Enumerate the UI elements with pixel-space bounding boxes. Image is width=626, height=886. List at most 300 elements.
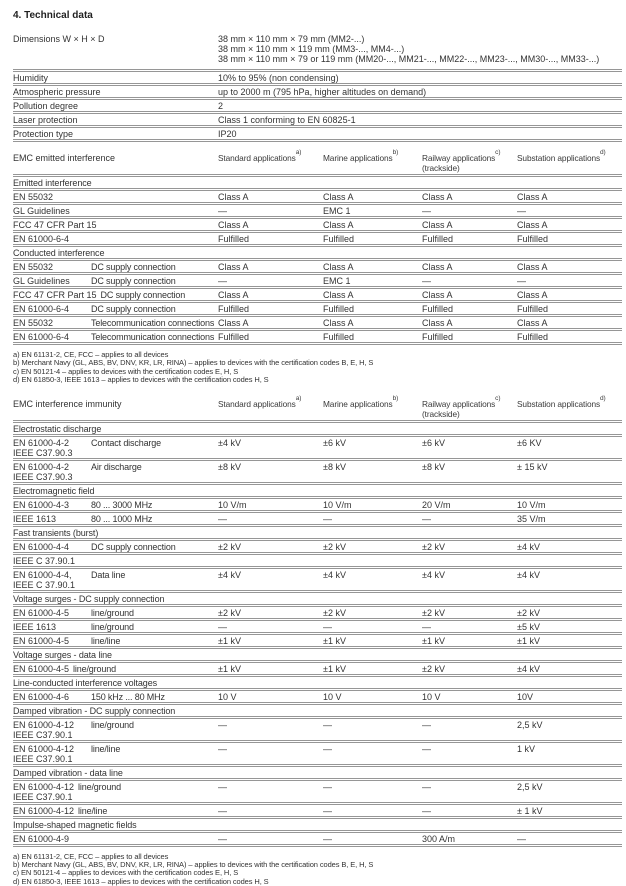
row-value: Class A [218,318,249,328]
row-value: ±2 kV [218,541,241,552]
row-value: ±1 kV [323,663,346,674]
row-sublabel: Telecommunication connections [91,332,215,342]
row-sublabel: DC supply connection [91,541,176,552]
row-label-line: EN 61000-4-12 [13,719,75,730]
row-label-cell [13,608,218,618]
row-label: EN 55032 [13,192,54,202]
table-row [13,513,622,527]
row-label-cell [13,332,218,342]
row-label: EN 61000-4-12 [13,805,75,816]
row-sublabel: line/ground [78,781,121,792]
row-value: 10 V/m [323,499,352,510]
row-label: EN 61000-4-9 [13,833,70,844]
value-line: 38 mm × 110 mm × 79 or 119 mm (MM20-..., MM21-..., MM22-..., MM23-..., MM30-..., MM33-...) [218,54,600,64]
footnote-line: b) Merchant Navy (GL, ABS, BV, DNV, KR, LR, RINA) – applies to devices with the certification codes B, E, H, S [13,358,374,368]
section-row [13,593,622,607]
row-value: ±8 kV [422,461,445,472]
row-value: 2,5 kV [517,781,543,792]
row-value: ±4 kV [517,569,540,580]
footnote-line: a) EN 61131-2, CE, FCC – applies to all devices [13,851,169,861]
table-row [13,205,622,219]
row-value: Class A [218,262,249,272]
row-value: Fulfilled [218,332,250,342]
page-title: 4. Technical data [13,10,93,21]
row-value: — [218,513,227,524]
row-value: ±5 kV [517,621,540,632]
row-value: — [323,513,332,524]
column-header-label: Substation applications [517,153,601,163]
table-row [13,607,622,621]
row-value: — [218,719,227,730]
footnote-ref: c) [495,149,501,157]
row-sublabel: Telecommunication connections [91,318,215,328]
row-label: EN 55032 [13,262,54,272]
column-header [422,394,517,419]
row-value: Class A [422,262,453,272]
row-label-line2: IEEE C 37.90.1 [13,579,76,590]
row-label [13,782,74,802]
row-label-line: EN 61000-4-2 [13,437,70,448]
row-value: Class A [517,220,548,230]
row-label: Pollution degree [13,101,79,111]
row-label: GL Guidelines [13,276,70,286]
row-label-line: EN 61000-4-4, [13,569,72,580]
row-value: ±8 kV [323,461,346,472]
section-title: Voltage surges - DC supply connection [13,593,165,604]
row-value: Class A [323,262,354,272]
row-label-cell [13,129,218,139]
row-value: 1 kV [517,743,536,754]
table-row [13,317,622,331]
row-label: IEEE 1613 [13,513,57,524]
row-value: — [218,781,227,792]
table-title: EMC interference immunity [13,398,122,409]
value-line: 2 [218,101,224,111]
footnote-line: a) EN 61131-2, CE, FCC – applies to all devices [13,350,169,359]
row-sublabel: line/line [91,635,121,646]
row-label: EN 61000-4-6 [13,691,70,702]
footnote-ref: a) [295,149,302,157]
section-row [13,177,622,191]
row-label-line2: IEEE C37.90.3 [13,471,73,482]
table-row [13,663,622,677]
row-value: 10 V [323,691,342,702]
section-title: Voltage surges - data line [13,649,112,660]
row-value: — [422,513,431,524]
row-label-cell [13,290,218,300]
value-line: 38 mm × 110 mm × 79 mm (MM2-...) [218,34,365,44]
row-value: Fulfilled [422,234,454,244]
row-value: — [323,805,332,816]
row-sublabel: DC supply connection [91,276,176,286]
row-sublabel: line/line [78,805,108,816]
row-value-cell [218,34,622,64]
row-label-cell [13,438,218,458]
footnotes-block [13,351,622,385]
row-value-cell [218,101,622,111]
row-label-cell [13,664,218,674]
row-label-line2: IEEE C37.90.3 [13,447,73,458]
row-value: Class A [218,290,249,300]
row-label: EN 61000-6-4 [13,304,70,314]
row-value: ±6 kV [422,437,445,448]
row-value: ±2 kV [517,607,540,618]
section-title: Impulse-shaped magnetic fields [13,819,137,830]
row-value: ± 15 kV [517,461,548,472]
table-row [13,114,622,128]
row-value: ± 1 kV [517,805,543,816]
row-value: Class A [517,262,548,272]
row-value: — [422,206,431,216]
row-value: ±2 kV [422,607,445,618]
row-label: FCC 47 CFR Part 15 [13,290,97,300]
column-header-note: (trackside) [422,408,460,419]
table-row [13,275,622,289]
row-sublabel: line/ground [91,719,134,730]
row-value: Class A [422,318,453,328]
column-header-label: Marine applications [323,153,393,163]
row-value: Fulfilled [323,304,355,314]
column-header-label: Marine applications [323,398,393,409]
row-value: ±2 kV [323,541,346,552]
row-label: FCC 47 CFR Part 15 [13,220,97,230]
table-row [13,437,622,461]
row-label-cell [13,318,218,328]
row-label-cell [13,782,218,802]
row-value: Class A [517,318,548,328]
row-value: Fulfilled [517,234,549,244]
column-header [517,394,622,409]
row-label-line: EN 61000-4-12 [13,781,75,792]
row-label-cell [13,692,218,702]
row-value: ±4 kV [218,437,241,448]
row-sublabel: line/ground [73,663,116,674]
row-label: GL Guidelines [13,206,70,216]
section-row [13,677,622,691]
row-label: EN 61000-4-5 [13,635,70,646]
table-row [13,233,622,247]
table-row [13,303,622,317]
footnote-line: d) EN 61850-3, IEEE 1613 – applies to devices with the certification codes H, S [13,876,269,886]
column-header [422,149,517,173]
row-value: Fulfilled [517,332,549,342]
row-label-cell [13,262,218,272]
table-title: EMC emitted interference [13,153,116,163]
row-value: 2,5 kV [517,719,543,730]
footnote-ref: b) [392,149,399,157]
row-value: ±6 KV [517,437,542,448]
table-row [13,100,622,114]
row-label-cell [13,834,218,844]
row-value: Class A [218,220,249,230]
table-row [13,805,622,819]
row-label-cell [13,304,218,314]
row-value: ±2 kV [323,607,346,618]
row-sublabel: Air discharge [91,461,142,472]
section-row [13,423,622,437]
row-label-cell [13,234,218,244]
table-row [13,72,622,86]
value-line: up to 2000 m (795 hPa, higher altitudes on demand) [218,87,427,97]
row-value: — [323,833,332,844]
row-value: Class A [323,318,354,328]
table-row [13,621,622,635]
row-value: Class A [218,192,249,202]
row-value: — [517,833,526,844]
value-line: IP20 [218,129,237,139]
row-value: — [517,276,526,286]
section-title: Emitted interference [13,178,92,188]
table-header-row [13,151,622,177]
footnotes-block [13,853,622,886]
row-value: ±4 kV [218,569,241,580]
footnote-line: c) EN 50121-4 – applies to devices with the certification codes E, H, S [13,868,239,878]
row-label-cell [13,556,218,566]
value-line: 38 mm × 110 mm × 119 mm (MM3-..., MM4-...) [218,44,405,54]
row-label-line: EN 61000-4-2 [13,461,70,472]
footnote-ref: d) [600,394,606,402]
row-value: — [422,719,431,730]
row-value: 300 A/m [422,833,456,844]
row-label: IEEE C 37.90.1 [13,555,76,566]
row-value: Fulfilled [517,304,549,314]
table-row [13,191,622,205]
row-value: — [218,743,227,754]
row-value: Fulfilled [218,234,250,244]
table-row [13,289,622,303]
row-label: Humidity [13,73,49,83]
table-row [13,719,622,743]
row-value: ±2 kV [422,541,445,552]
section-title: Electrostatic discharge [13,423,102,434]
row-label: EN 61000-6-4 [13,234,70,244]
column-header-note: (trackside) [422,163,460,173]
row-label-cell [13,462,218,482]
row-label: EN 61000-4-5 [13,663,70,674]
row-label-cell [13,570,218,590]
row-value: — [323,743,332,754]
row-value: Fulfilled [218,304,250,314]
row-value: 35 V/m [517,513,546,524]
value-line: 10% to 95% (non condensing) [218,73,339,83]
column-header [517,149,622,163]
row-value: — [422,276,431,286]
section-row [13,247,622,261]
row-label: EN 61000-4-5 [13,607,70,618]
emc-emitted-interference-table [13,151,622,345]
row-value: EMC 1 [323,206,351,216]
row-label-cell [13,514,218,524]
general-data-table [13,33,622,142]
row-value: — [218,276,227,286]
row-value: ±6 kV [323,437,346,448]
row-sublabel: DC supply connection [100,290,186,300]
row-label: EN 61000-4-3 [13,499,70,510]
value-line: Class 1 conforming to EN 60825-1 [218,115,356,125]
row-value: 10 V [422,691,441,702]
row-label-cell [13,87,218,97]
row-value: Fulfilled [323,234,355,244]
row-label-cell [13,101,218,111]
row-label-cell [13,500,218,510]
row-value: Class A [517,192,548,202]
section-title: Line-conducted interference voltages [13,677,157,688]
footnote-ref: c) [495,394,501,402]
section-row [13,527,622,541]
emc-interference-immunity-table [13,394,622,847]
row-value: ±8 kV [218,461,241,472]
footnote-line: d) EN 61850-3, IEEE 1613 – applies to devices with the certification codes H, S [13,375,269,385]
row-label [13,438,87,458]
row-label-cell [13,744,218,764]
row-value: ±2 kV [422,663,445,674]
row-label-line2: IEEE C37.90.1 [13,791,73,802]
row-label: Dimensions W × H × D [13,34,105,44]
row-sublabel: line/ground [91,621,134,632]
row-label-cell [13,636,218,646]
row-label-cell [13,220,218,230]
row-value: 10 V [218,691,237,702]
column-header-label: Substation applications [517,398,601,409]
row-label-cell [13,542,218,552]
row-value: — [218,621,227,632]
row-value: 10 V/m [218,499,247,510]
row-value: — [422,805,431,816]
section-title: Damped vibration - DC supply connection [13,705,176,716]
table-row [13,261,622,275]
row-value: — [218,805,227,816]
row-value: Class A [422,192,453,202]
row-label-cell [13,192,218,202]
row-label-cell [13,720,218,740]
table-row [13,86,622,100]
column-header-label: Railway applications [422,398,496,409]
row-label: Protection type [13,129,74,139]
row-value: ±1 kV [218,663,241,674]
row-label-cell [13,206,218,216]
row-value: Fulfilled [323,332,355,342]
table-row [13,128,622,142]
table-row [13,499,622,513]
table-row [13,743,622,767]
row-value-cell [218,115,622,125]
row-value: ±1 kV [218,635,241,646]
row-sublabel: line/ground [91,607,134,618]
section-title: Damped vibration - data line [13,767,123,778]
table-row [13,219,622,233]
row-sublabel: DC supply connection [91,304,176,314]
row-label-cell [13,73,218,83]
section-row [13,819,622,833]
table-row [13,33,622,72]
row-value: — [218,206,227,216]
table-row [13,781,622,805]
column-header-label: Standard applications [218,153,296,163]
row-label [13,744,87,764]
row-value: ±1 kV [422,635,445,646]
row-value: 20 V/m [422,499,451,510]
row-sublabel: line/line [91,743,121,754]
section-row [13,649,622,663]
row-value: Class A [422,290,453,300]
row-label [13,720,87,740]
row-value-cell [218,73,622,83]
row-value: — [218,833,227,844]
row-value-cell [218,87,622,97]
row-value: ±2 kV [218,607,241,618]
row-value: Class A [517,290,548,300]
row-value: Fulfilled [422,332,454,342]
row-label-cell [13,34,218,44]
row-value: EMC 1 [323,276,351,286]
row-label-line: EN 61000-4-12 [13,743,75,754]
table-row [13,833,622,847]
row-label: EN 61000-4-4 [13,541,70,552]
table-row [13,331,622,345]
row-label-cell [13,276,218,286]
column-header [218,394,323,409]
footnote-ref: b) [392,394,399,402]
footnote-ref: d) [600,149,606,157]
column-header [323,149,422,163]
row-value: Class A [323,192,354,202]
row-label: Atmospheric pressure [13,87,101,97]
row-value: ±1 kV [517,635,540,646]
row-value: Class A [422,220,453,230]
table-row [13,691,622,705]
section-title: Fast transients (burst) [13,527,99,538]
section-title: Conducted interference [13,248,105,258]
row-label: EN 61000-6-4 [13,332,70,342]
row-label-cell [13,622,218,632]
row-label [13,462,87,482]
row-label: EN 55032 [13,318,54,328]
row-sublabel: 80 ... 1000 MHz [91,513,153,524]
row-value: 10V [517,691,534,702]
footnote-line: c) EN 50121-4 – applies to devices with the certification codes E, H, S [13,366,239,376]
column-header [323,394,422,409]
row-sublabel: Data line [91,569,126,580]
column-header [218,149,323,163]
row-value: Class A [323,290,354,300]
row-label: Laser protection [13,115,78,125]
row-value: ±1 kV [323,635,346,646]
row-label-line2: IEEE C37.90.1 [13,729,73,740]
row-value: — [422,743,431,754]
row-value: — [422,781,431,792]
row-value: ±4 kV [422,569,445,580]
row-value: Fulfilled [422,304,454,314]
row-sublabel: DC supply connection [91,262,176,272]
table-row [13,635,622,649]
row-value: — [323,621,332,632]
row-value: ±4 kV [323,569,346,580]
table-header-row [13,394,622,423]
column-header-label: Railway applications [422,153,496,163]
row-sublabel: 150 kHz ... 80 MHz [91,691,165,702]
row-value: — [323,719,332,730]
row-value: 10 V/m [517,499,546,510]
row-value: ±4 kV [517,541,540,552]
footnote-ref: a) [295,394,302,402]
column-header-label: Standard applications [218,398,296,409]
table-row [13,461,622,485]
table-row [13,541,622,555]
row-value: — [517,206,526,216]
table-row [13,555,622,569]
row-label-cell [13,115,218,125]
row-label: IEEE 1613 [13,621,57,632]
